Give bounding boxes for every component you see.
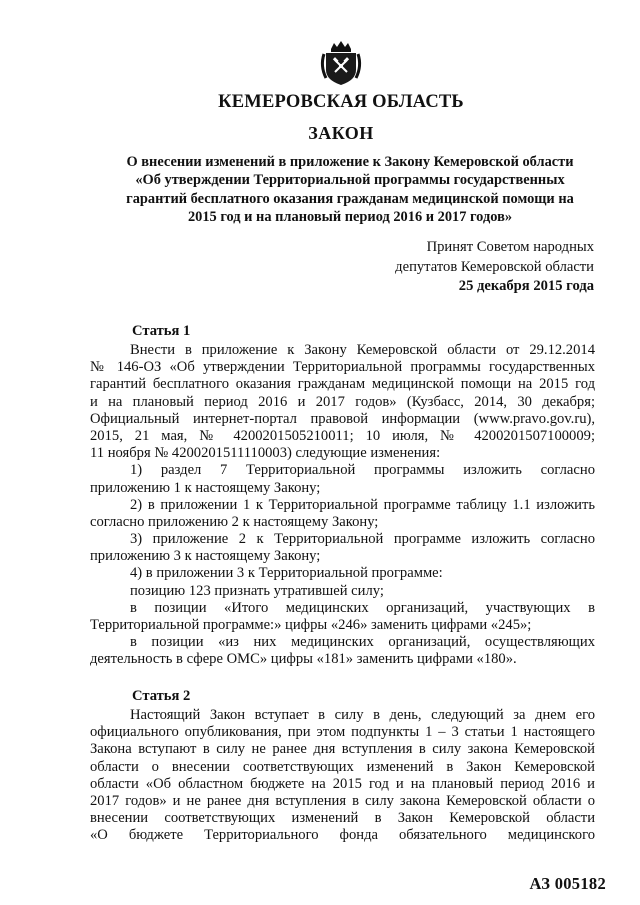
text-line: Внести в приложение к Закону Кемеровской области от 29.12.2014 [130, 342, 595, 358]
text-line: Закона вступают в силу не ранее дня вступления в силу закона Кемеровской [90, 741, 595, 758]
article-1-body [90, 342, 595, 669]
article-2-body [90, 707, 595, 845]
text-line: 2015, 21 мая, № 4200201505210011; 10 июля, № 4200201507100009; [90, 427, 595, 444]
adoption-block [395, 238, 594, 297]
text-line: официального опубликования, при этом подпункты 1 – 3 статьи 1 настоящего [90, 724, 595, 741]
text-line: гарантий бесплатного оказания гражданам медицинской помощи на 2015 год [90, 376, 595, 393]
article-2-heading: Статья 2 [132, 688, 191, 704]
text-line: позицию 123 признать утратившей силу; [130, 582, 384, 599]
text-line: приложению 1 к настоящему Закону; [90, 479, 321, 496]
text-line: 3) приложение 2 к Территориальной программе изложить согласно [130, 531, 595, 548]
law-title-line: «Об утверждении Территориальной программы государственных [135, 172, 565, 189]
article-1-heading: Статья 1 [132, 323, 191, 339]
text-line: и на плановый период 2016 и 2017 годов» (Кузбасс, 2014, 30 декабря; [90, 393, 595, 410]
text-line: 1) раздел 7 Территориальной программы изложить согласно [130, 462, 595, 479]
text-line: 2017 годов» и не ранее дня вступления в силу закона Кемеровской области о [90, 792, 595, 809]
text-line: 2) в приложении 1 к Территориальной программе таблицу 1.1 изложить [130, 496, 595, 513]
law-title-line: О внесении изменений в приложение к Закону Кемеровской области [126, 154, 574, 170]
text-line: приложению 3 к настоящему Закону; [90, 548, 321, 565]
adoption-line: депутатов Кемеровской области [395, 258, 594, 275]
text-line: деятельность в сфере ОМС» цифры «181» заменить цифрами «180». [90, 651, 517, 668]
region-title: КЕМЕРОВСКАЯ ОБЛАСТЬ [218, 92, 464, 112]
text-line: внесении соответствующих изменений в Закон Кемеровской области [90, 810, 595, 827]
text-line: в позиции «из них медицинских организаций, осуществляющих [130, 634, 595, 651]
law-title-line: гарантий бесплатного оказания гражданам медицинской помощи на [126, 190, 574, 207]
adoption-date: 25 декабря 2015 года [458, 278, 594, 294]
coat-of-arms-icon [318, 40, 364, 86]
text-line: в позиции «Итого медицинских организаций, участвующих в [130, 599, 595, 616]
text-line: Официальный интернет-портал правовой информации (www.pravo.gov.ru), [90, 410, 595, 427]
text-line: 4) в приложении 3 к Территориальной программе: [130, 565, 443, 582]
text-line: области «Об областном бюджете на 2015 год и на плановый период 2016 и [90, 775, 595, 792]
adoption-line: Принят Советом народных [426, 239, 594, 255]
law-title [110, 153, 590, 227]
text-line: согласно приложению 2 к настоящему Закону; [90, 513, 379, 530]
serial-number: АЗ 005182 [529, 874, 606, 893]
text-line: Настоящий Закон вступает в силу в день, следующий за днем его [130, 707, 595, 723]
text-line: 11 ноября № 4200201511110003) следующие изменения: [90, 445, 441, 462]
text-line: Территориальной программе:» цифры «246» заменить цифрами «245»; [90, 617, 532, 633]
text-line: № 146-ОЗ «Об утверждении Территориальной программы государственных [90, 359, 595, 376]
text-line: области о внесении соответствующих изменений в Закон Кемеровской [90, 758, 595, 775]
document-type: ЗАКОН [308, 123, 374, 143]
text-line: «О бюджете Территориального фонда обязательного медицинского [90, 827, 595, 844]
law-title-line: 2015 год и на плановый период 2016 и 2017 годов» [187, 209, 513, 226]
